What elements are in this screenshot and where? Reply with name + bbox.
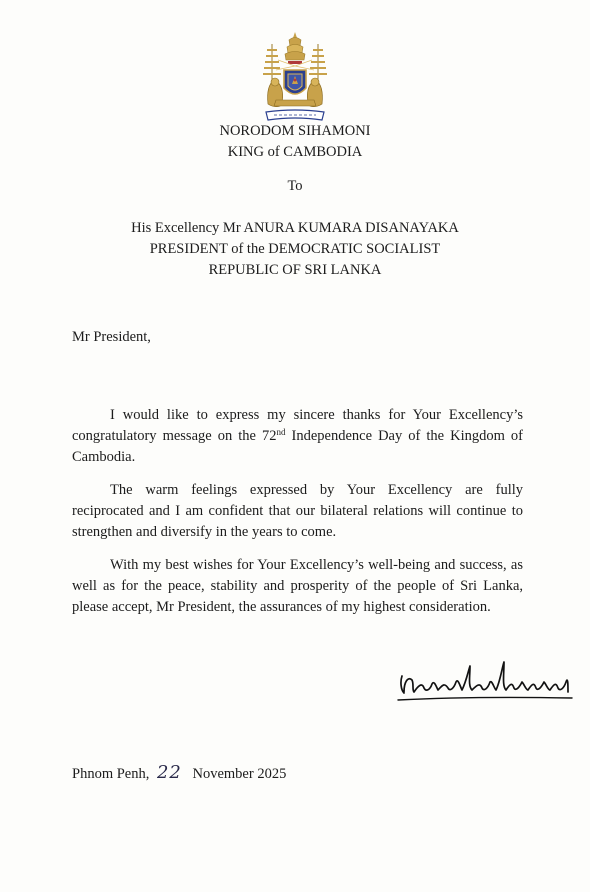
- sender-block: [0, 121, 590, 163]
- handwritten-day: 22: [156, 762, 182, 783]
- paragraph-1-text-end: Independence Day of the Kingdom of Cambodia.: [72, 428, 523, 465]
- recipient-line-1: His Excellency Mr ANURA KUMARA DISANAYAKA: [131, 220, 459, 236]
- body-paragraph-3: [72, 555, 523, 618]
- date-line: [72, 762, 286, 783]
- place: Phnom Penh,: [72, 766, 150, 782]
- month-year: November 2025: [192, 766, 287, 782]
- royal-crest-icon: [258, 30, 332, 126]
- ordinal-suffix: nd: [276, 427, 286, 437]
- sender-title: KING of CAMBODIA: [227, 144, 363, 160]
- salutation: Mr President,: [72, 329, 151, 345]
- recipient-line-2: PRESIDENT of the DEMOCRATIC SOCIALIST: [149, 241, 441, 257]
- to-label: To: [287, 178, 303, 194]
- handwritten-signature: [396, 652, 574, 708]
- sender-name: NORODOM SIHAMONI: [219, 123, 371, 139]
- paragraph-2-text: The warm feelings expressed by Your Excellency are fully reciprocated and I am confident that our bilateral relations will continue to strengthen and diversify in the years to come.: [72, 482, 523, 540]
- recipient-block: [0, 218, 590, 281]
- recipient-line-3: REPUBLIC OF SRI LANKA: [208, 262, 382, 278]
- body-paragraph-2: [72, 480, 523, 543]
- paragraph-1-text: I would like to express my sincere thanks for Your Excellency’s congratulatory message on the 72: [72, 407, 523, 444]
- paragraph-3-text: With my best wishes for Your Excellency’s well-being and success, as well as for the peace, stability and prosperity of the people of Sri Lanka, please accept, Mr President, the assurances of my highest consideration.: [72, 557, 523, 615]
- body-paragraph-1: [72, 405, 523, 468]
